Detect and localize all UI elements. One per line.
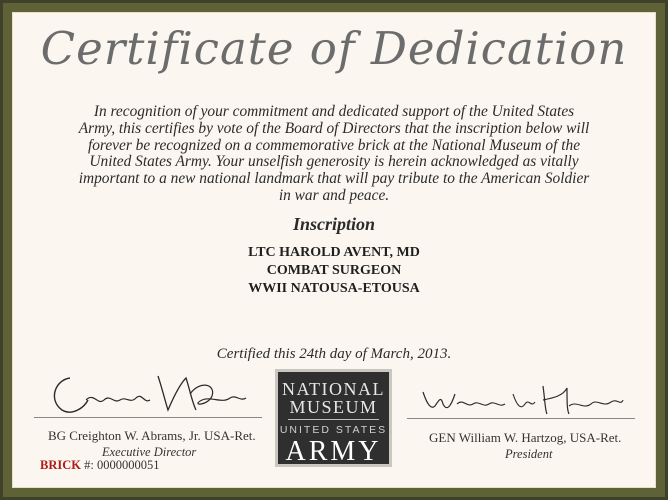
inscription-heading: Inscription [292,214,376,234]
brick-number [40,458,159,473]
logo-line-museum: MUSEUM [289,397,378,417]
brick-separator: #: [80,458,97,472]
certified-date: Certified this 24th day of March, 2013. [216,346,452,362]
inscription-line: LTC HAROLD AVENT, MD [248,245,420,260]
left-signature-line [34,417,262,418]
right-signature-line [407,418,635,419]
brick-value: 0000000051 [96,458,160,472]
logo-line-united-states: UNITED STATES [279,424,388,436]
left-signature-block [34,370,264,460]
right-signatory-role: President [505,447,553,461]
body-line: United States Army. Your unselfish generosity is herein acknowledged as vitally [89,153,579,171]
right-signature-image [417,382,627,418]
right-signature-block [407,382,637,462]
left-signatory-role: Executive Director [102,445,197,459]
brick-label: BRICK [40,458,81,472]
body-line: in war and peace. [278,186,390,204]
certificate-title: Certificate of Dedication [40,22,628,75]
body-line: important to a new national landmark that will pay tribute to the American Soldier [78,170,590,188]
left-signature-image [40,370,260,418]
inscription-line: COMBAT SURGEON [266,263,402,278]
certificate-paper [12,12,656,488]
inscription-text [12,244,656,298]
logo-line-army: ARMY [285,436,382,467]
logo-divider [288,419,379,420]
right-signatory-name: GEN William W. Hartzog, USA-Ret. [429,430,622,445]
inscription-line: WWII NATOUSA-ETOUSA [248,281,420,296]
certificate-body [40,104,628,205]
national-museum-army-logo [275,369,392,467]
body-line: forever be recognized on a commemorative brick at the National Museum of the [87,136,581,154]
logo-line-national: NATIONAL [282,379,385,399]
left-signatory-name: BG Creighton W. Abrams, Jr. USA-Ret. [48,428,256,443]
body-line: Army, this certifies by vote of the Board of Directors that the inscription below will [78,119,590,137]
body-line: In recognition of your commitment and dedicated support of the United States [93,103,575,120]
